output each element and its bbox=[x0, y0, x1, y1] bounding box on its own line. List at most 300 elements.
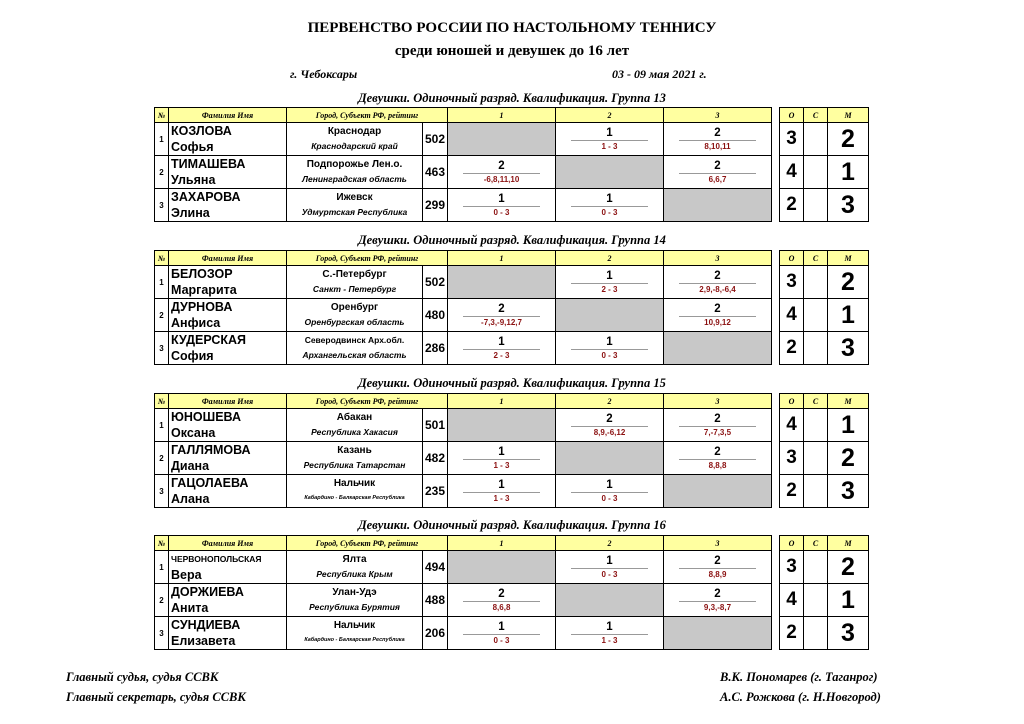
match-result-cell bbox=[556, 475, 664, 508]
player-first-name: Вера bbox=[171, 568, 202, 582]
player-surname: ЧЕРВОНОПОЛЬСКАЯ bbox=[171, 554, 262, 564]
player-place: 3 bbox=[828, 475, 869, 508]
player-c bbox=[804, 123, 828, 156]
player-number: 3 bbox=[155, 189, 169, 222]
player-name-cell bbox=[169, 189, 287, 222]
match-result-cell bbox=[448, 189, 556, 222]
match-result-cell bbox=[664, 123, 772, 156]
player-name-cell bbox=[169, 299, 287, 332]
player-place: 2 bbox=[828, 266, 869, 299]
match-result-cell bbox=[556, 266, 664, 299]
player-first-name: Маргарита bbox=[171, 283, 237, 297]
column-gap bbox=[772, 123, 780, 156]
player-name-cell bbox=[169, 584, 287, 617]
match-result-cell bbox=[664, 442, 772, 475]
group-title: Девушки. Одиночный разряд. Квалификация. Группа 15 bbox=[358, 376, 666, 390]
header-gap bbox=[772, 108, 780, 123]
match-result: 1 bbox=[606, 192, 613, 205]
player-rating: 494 bbox=[423, 551, 448, 584]
header-num: № bbox=[155, 108, 169, 123]
header-col-2: 2 bbox=[556, 108, 664, 123]
table-row bbox=[155, 617, 869, 650]
self-match-cell bbox=[448, 123, 556, 156]
player-city-cell bbox=[287, 332, 423, 365]
group-table bbox=[154, 535, 868, 656]
header-city: Город, Субъект РФ, рейтинг bbox=[287, 108, 448, 123]
player-city: Нальчик bbox=[333, 478, 376, 489]
player-c bbox=[804, 299, 828, 332]
match-sets: 1 - 3 bbox=[493, 493, 510, 503]
match-sets: 8,8,8 bbox=[708, 460, 727, 470]
table-row bbox=[155, 156, 869, 189]
player-number: 3 bbox=[155, 332, 169, 365]
player-region: Архангельская область bbox=[302, 350, 407, 360]
match-result-cell bbox=[664, 299, 772, 332]
match-sets: 0 - 3 bbox=[493, 635, 510, 645]
player-place: 3 bbox=[828, 617, 869, 650]
match-result-cell bbox=[664, 266, 772, 299]
player-city: Нальчик bbox=[333, 620, 376, 631]
match-result: 2 bbox=[714, 445, 721, 458]
match-sets: -6,8,11,10 bbox=[483, 174, 520, 184]
match-result-cell bbox=[664, 584, 772, 617]
group-table bbox=[154, 107, 868, 228]
group-title: Девушки. Одиночный разряд. Квалификация. Группа 14 bbox=[358, 233, 666, 247]
match-result-cell bbox=[664, 409, 772, 442]
table-row bbox=[155, 409, 869, 442]
header-name: Фамилия Имя bbox=[169, 536, 287, 551]
match-result: 2 bbox=[498, 159, 505, 172]
column-gap bbox=[772, 156, 780, 189]
player-name-cell bbox=[169, 409, 287, 442]
player-c bbox=[804, 442, 828, 475]
match-sets: 0 - 3 bbox=[601, 207, 618, 217]
table-header-row bbox=[155, 394, 869, 409]
match-sets: 6,6,7 bbox=[708, 174, 727, 184]
player-place: 3 bbox=[828, 332, 869, 365]
player-surname: ЮНОШЕВА bbox=[171, 410, 241, 424]
player-city-cell bbox=[287, 442, 423, 475]
player-surname: ТИМАШЕВА bbox=[171, 157, 246, 171]
match-result: 2 bbox=[714, 302, 721, 315]
player-points: 3 bbox=[780, 266, 804, 299]
player-city: Краснодар bbox=[327, 126, 382, 137]
player-surname: ЗАХАРОВА bbox=[171, 190, 241, 204]
match-result: 1 bbox=[606, 478, 613, 491]
match-result: 2 bbox=[714, 587, 721, 600]
match-sets: 0 - 3 bbox=[601, 493, 618, 503]
header-s: С bbox=[804, 108, 828, 123]
match-result: 2 bbox=[714, 159, 721, 172]
player-place: 2 bbox=[828, 551, 869, 584]
match-result: 1 bbox=[498, 445, 505, 458]
player-city: Улан-Удэ bbox=[332, 587, 377, 598]
match-sets: 2 - 3 bbox=[493, 350, 510, 360]
header-city: Город, Субъект РФ, рейтинг bbox=[287, 394, 448, 409]
match-result-cell bbox=[448, 617, 556, 650]
match-sets: -7,3,-9,12,7 bbox=[481, 317, 522, 327]
column-gap bbox=[772, 475, 780, 508]
match-result-cell bbox=[448, 475, 556, 508]
match-sets: 1 - 3 bbox=[601, 635, 618, 645]
header-col-1: 1 bbox=[448, 251, 556, 266]
match-sets: 2 - 3 bbox=[601, 284, 618, 294]
match-result: 1 bbox=[606, 554, 613, 567]
player-first-name: Ульяна bbox=[171, 173, 216, 187]
match-result-cell bbox=[448, 584, 556, 617]
player-city: Ялта bbox=[342, 554, 367, 565]
event-dates: 03 - 09 мая 2021 г. bbox=[612, 67, 707, 81]
match-result: 2 bbox=[498, 302, 505, 315]
header-col-2: 2 bbox=[556, 394, 664, 409]
player-number: 1 bbox=[155, 409, 169, 442]
player-city: Северодвинск Арх.обл. bbox=[304, 335, 405, 345]
header-o: О bbox=[780, 536, 804, 551]
player-city-cell bbox=[287, 189, 423, 222]
match-result: 1 bbox=[498, 620, 505, 633]
player-place: 2 bbox=[828, 442, 869, 475]
match-result: 1 bbox=[498, 192, 505, 205]
match-result: 2 bbox=[714, 412, 721, 425]
group-table bbox=[154, 393, 868, 514]
match-result-cell bbox=[556, 189, 664, 222]
column-gap bbox=[772, 409, 780, 442]
player-region: Кабардино - Балкарская Республика bbox=[304, 637, 405, 643]
column-gap bbox=[772, 189, 780, 222]
header-col-3: 3 bbox=[664, 251, 772, 266]
column-gap bbox=[772, 551, 780, 584]
header-s: С bbox=[804, 536, 828, 551]
chief-secretary-label: Главный секретарь, судья ССВК bbox=[66, 690, 246, 704]
header-col-1: 1 bbox=[448, 536, 556, 551]
self-match-cell bbox=[556, 442, 664, 475]
player-region: Краснодарский край bbox=[311, 141, 398, 151]
match-result: 1 bbox=[606, 620, 613, 633]
table-row bbox=[155, 584, 869, 617]
header-m: М bbox=[828, 536, 869, 551]
match-result-cell bbox=[556, 409, 664, 442]
player-city-cell bbox=[287, 475, 423, 508]
match-sets: 0 - 3 bbox=[601, 350, 618, 360]
header-num: № bbox=[155, 251, 169, 266]
player-city-cell bbox=[287, 156, 423, 189]
player-region: Оренбургская область bbox=[304, 317, 405, 327]
player-name-cell bbox=[169, 156, 287, 189]
player-name-cell bbox=[169, 475, 287, 508]
header-col-2: 2 bbox=[556, 536, 664, 551]
player-name-cell bbox=[169, 266, 287, 299]
match-result-cell bbox=[448, 442, 556, 475]
chief-judge-name: В.К. Пономарев (г. Таганрог) bbox=[720, 670, 878, 684]
header-s: С bbox=[804, 394, 828, 409]
match-sets: 8,10,11 bbox=[704, 141, 731, 151]
group-title: Девушки. Одиночный разряд. Квалификация. Группа 16 bbox=[358, 518, 666, 532]
player-points: 4 bbox=[780, 409, 804, 442]
match-result: 2 bbox=[714, 554, 721, 567]
player-city: Подпорожье Лен.о. bbox=[306, 159, 403, 170]
player-place: 1 bbox=[828, 299, 869, 332]
group-title: Девушки. Одиночный разряд. Квалификация. Группа 13 bbox=[358, 91, 666, 105]
table-row bbox=[155, 551, 869, 584]
player-region: Санкт - Петербург bbox=[312, 284, 397, 294]
player-c bbox=[804, 266, 828, 299]
player-rating: 480 bbox=[423, 299, 448, 332]
match-result: 1 bbox=[498, 335, 505, 348]
self-match-cell bbox=[556, 299, 664, 332]
match-sets: 2,9,-8,-6,4 bbox=[699, 284, 736, 294]
player-number: 3 bbox=[155, 475, 169, 508]
match-sets: 0 - 3 bbox=[601, 569, 618, 579]
match-result-cell bbox=[556, 617, 664, 650]
player-c bbox=[804, 475, 828, 508]
player-name-cell bbox=[169, 551, 287, 584]
match-sets: 1 - 3 bbox=[493, 460, 510, 470]
header-col-2: 2 bbox=[556, 251, 664, 266]
match-result: 2 bbox=[606, 412, 613, 425]
player-rating: 502 bbox=[423, 123, 448, 156]
chief-judge-label: Главный судья, судья ССВК bbox=[66, 670, 219, 684]
player-c bbox=[804, 584, 828, 617]
player-first-name: Софья bbox=[171, 140, 214, 154]
header-city: Город, Субъект РФ, рейтинг bbox=[287, 536, 448, 551]
player-name-cell bbox=[169, 123, 287, 156]
player-city-cell bbox=[287, 584, 423, 617]
header-o: О bbox=[780, 108, 804, 123]
player-city-cell bbox=[287, 123, 423, 156]
player-rating: 501 bbox=[423, 409, 448, 442]
player-number: 2 bbox=[155, 156, 169, 189]
header-gap bbox=[772, 536, 780, 551]
player-name-cell bbox=[169, 617, 287, 650]
self-match-cell bbox=[448, 409, 556, 442]
table-header-row bbox=[155, 251, 869, 266]
player-first-name: Анита bbox=[171, 601, 209, 615]
self-match-cell bbox=[448, 266, 556, 299]
match-result-cell bbox=[556, 551, 664, 584]
player-name-cell bbox=[169, 332, 287, 365]
table-row bbox=[155, 123, 869, 156]
match-result-cell bbox=[556, 123, 664, 156]
player-first-name: София bbox=[171, 349, 214, 363]
header-m: М bbox=[828, 108, 869, 123]
player-place: 1 bbox=[828, 409, 869, 442]
match-result: 1 bbox=[606, 335, 613, 348]
player-name-cell bbox=[169, 442, 287, 475]
player-city-cell bbox=[287, 266, 423, 299]
player-city: С.-Петербург bbox=[322, 269, 387, 280]
header-col-3: 3 bbox=[664, 536, 772, 551]
group-table bbox=[154, 250, 868, 371]
match-result: 2 bbox=[714, 269, 721, 282]
document-title: ПЕРВЕНСТВО РОССИИ ПО НАСТОЛЬНОМУ ТЕННИСУ bbox=[307, 20, 717, 36]
match-sets: 7,-7,3,5 bbox=[703, 427, 732, 437]
player-surname: КУДЕРСКАЯ bbox=[171, 333, 247, 347]
header-col-3: 3 bbox=[664, 108, 772, 123]
player-points: 4 bbox=[780, 299, 804, 332]
match-result-cell bbox=[448, 332, 556, 365]
column-gap bbox=[772, 299, 780, 332]
match-result-cell bbox=[556, 332, 664, 365]
player-rating: 502 bbox=[423, 266, 448, 299]
player-city-cell bbox=[287, 409, 423, 442]
player-surname: БЕЛОЗОР bbox=[171, 267, 233, 281]
player-points: 2 bbox=[780, 617, 804, 650]
match-result: 1 bbox=[498, 478, 505, 491]
player-surname: ГАЛЛЯМОВА bbox=[171, 443, 251, 457]
player-c bbox=[804, 332, 828, 365]
table-header-row bbox=[155, 108, 869, 123]
event-city: г. Чебоксары bbox=[290, 67, 358, 81]
column-gap bbox=[772, 332, 780, 365]
header-name: Фамилия Имя bbox=[169, 251, 287, 266]
header-num: № bbox=[155, 536, 169, 551]
table-row bbox=[155, 299, 869, 332]
match-result-cell bbox=[448, 156, 556, 189]
header-m: М bbox=[828, 394, 869, 409]
match-sets: 8,8,9 bbox=[708, 569, 727, 579]
table-row bbox=[155, 332, 869, 365]
player-points: 2 bbox=[780, 332, 804, 365]
player-rating: 206 bbox=[423, 617, 448, 650]
match-result: 2 bbox=[714, 126, 721, 139]
self-match-cell bbox=[664, 617, 772, 650]
header-o: О bbox=[780, 394, 804, 409]
player-number: 3 bbox=[155, 617, 169, 650]
column-gap bbox=[772, 442, 780, 475]
match-sets: 1 - 3 bbox=[601, 141, 618, 151]
table-row bbox=[155, 475, 869, 508]
table-row bbox=[155, 442, 869, 475]
player-points: 3 bbox=[780, 551, 804, 584]
header-s: С bbox=[804, 251, 828, 266]
player-city: Ижевск bbox=[336, 192, 373, 203]
player-number: 2 bbox=[155, 584, 169, 617]
player-place: 1 bbox=[828, 584, 869, 617]
match-sets: 8,6,8 bbox=[492, 602, 511, 612]
header-name: Фамилия Имя bbox=[169, 108, 287, 123]
document-subtitle: среди юношей и девушек до 16 лет bbox=[394, 43, 630, 59]
player-city-cell bbox=[287, 617, 423, 650]
player-place: 2 bbox=[828, 123, 869, 156]
match-sets: 10,9,12 bbox=[704, 317, 731, 327]
table-header-row bbox=[155, 536, 869, 551]
player-c bbox=[804, 156, 828, 189]
player-city: Оренбург bbox=[330, 302, 379, 313]
player-region: Республика Бурятия bbox=[309, 602, 400, 612]
header-col-1: 1 bbox=[448, 108, 556, 123]
player-first-name: Элина bbox=[171, 206, 210, 220]
player-first-name: Диана bbox=[171, 459, 210, 473]
header-col-3: 3 bbox=[664, 394, 772, 409]
player-points: 2 bbox=[780, 189, 804, 222]
player-surname: КОЗЛОВА bbox=[171, 124, 232, 138]
match-result-cell bbox=[664, 551, 772, 584]
header-col-1: 1 bbox=[448, 394, 556, 409]
self-match-cell bbox=[556, 584, 664, 617]
player-place: 3 bbox=[828, 189, 869, 222]
match-result: 1 bbox=[606, 126, 613, 139]
player-city: Абакан bbox=[336, 412, 373, 423]
player-surname: СУНДИЕВА bbox=[171, 618, 241, 632]
player-rating: 286 bbox=[423, 332, 448, 365]
player-c bbox=[804, 617, 828, 650]
column-gap bbox=[772, 266, 780, 299]
player-number: 1 bbox=[155, 266, 169, 299]
player-number: 2 bbox=[155, 299, 169, 332]
self-match-cell bbox=[664, 332, 772, 365]
player-c bbox=[804, 189, 828, 222]
player-surname: ДУРНОВА bbox=[171, 300, 233, 314]
player-region: Республика Татарстан bbox=[303, 460, 406, 470]
player-first-name: Алана bbox=[171, 492, 210, 506]
match-sets: 0 - 3 bbox=[493, 207, 510, 217]
column-gap bbox=[772, 617, 780, 650]
player-city-cell bbox=[287, 299, 423, 332]
column-gap bbox=[772, 584, 780, 617]
match-result: 2 bbox=[498, 587, 505, 600]
player-c bbox=[804, 551, 828, 584]
player-number: 1 bbox=[155, 551, 169, 584]
self-match-cell bbox=[448, 551, 556, 584]
self-match-cell bbox=[664, 475, 772, 508]
header-name: Фамилия Имя bbox=[169, 394, 287, 409]
player-points: 4 bbox=[780, 156, 804, 189]
player-first-name: Анфиса bbox=[171, 316, 221, 330]
self-match-cell bbox=[556, 156, 664, 189]
header-o: О bbox=[780, 251, 804, 266]
player-city-cell bbox=[287, 551, 423, 584]
player-first-name: Елизавета bbox=[171, 634, 236, 648]
player-region: Республика Хакасия bbox=[311, 427, 398, 437]
player-surname: ГАЦОЛАЕВА bbox=[171, 476, 249, 490]
player-rating: 299 bbox=[423, 189, 448, 222]
match-sets: 8,9,-6,12 bbox=[593, 427, 626, 437]
header-num: № bbox=[155, 394, 169, 409]
header-city: Город, Субъект РФ, рейтинг bbox=[287, 251, 448, 266]
player-points: 4 bbox=[780, 584, 804, 617]
player-city: Казань bbox=[337, 445, 372, 456]
match-sets: 9,3,-8,7 bbox=[703, 602, 732, 612]
player-number: 1 bbox=[155, 123, 169, 156]
match-result-cell bbox=[664, 156, 772, 189]
table-row bbox=[155, 266, 869, 299]
player-rating: 482 bbox=[423, 442, 448, 475]
player-points: 3 bbox=[780, 123, 804, 156]
header-m: М bbox=[828, 251, 869, 266]
match-result-cell bbox=[448, 299, 556, 332]
player-rating: 463 bbox=[423, 156, 448, 189]
player-region: Кабардино - Балкарская Республика bbox=[304, 495, 405, 501]
player-rating: 235 bbox=[423, 475, 448, 508]
player-points: 3 bbox=[780, 442, 804, 475]
player-points: 2 bbox=[780, 475, 804, 508]
match-result: 1 bbox=[606, 269, 613, 282]
chief-secretary-name: А.С. Рожкова (г. Н.Новгород) bbox=[720, 690, 881, 704]
player-region: Ленинградская область bbox=[302, 174, 407, 184]
player-first-name: Оксана bbox=[171, 426, 216, 440]
player-place: 1 bbox=[828, 156, 869, 189]
player-rating: 488 bbox=[423, 584, 448, 617]
table-row bbox=[155, 189, 869, 222]
header-gap bbox=[772, 394, 780, 409]
header-gap bbox=[772, 251, 780, 266]
self-match-cell bbox=[664, 189, 772, 222]
player-surname: ДОРЖИЕВА bbox=[171, 585, 244, 599]
player-number: 2 bbox=[155, 442, 169, 475]
player-region: Удмуртская Республика bbox=[301, 207, 408, 217]
player-c bbox=[804, 409, 828, 442]
player-region: Республика Крым bbox=[316, 569, 393, 579]
